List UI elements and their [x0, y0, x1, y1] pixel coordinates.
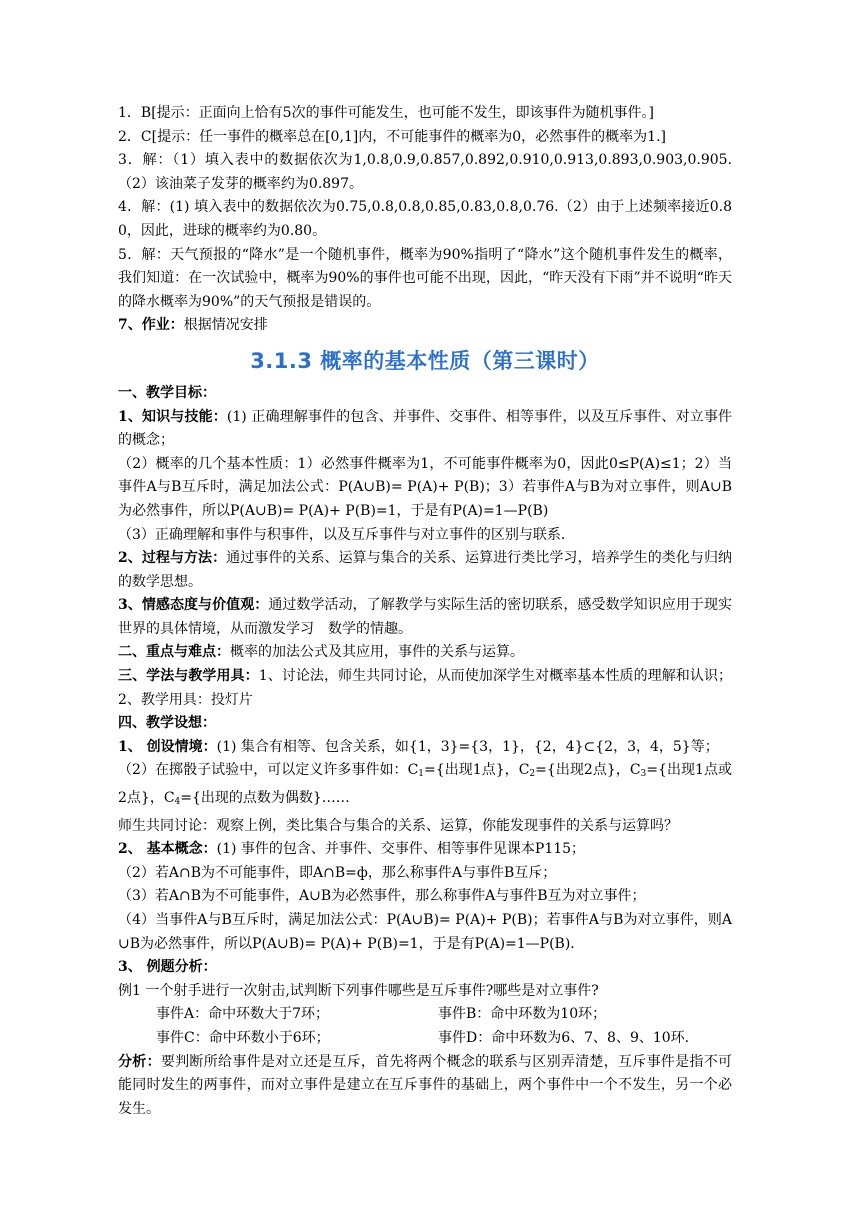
answer-1: 1．B[提示：正面向上恰有5次的事件可能发生，也可能不发生，即该事件为随机事件。] — [118, 105, 655, 121]
methods: 三、学法与教学用具：1、讨论法，师生共同讨论，从而使加深学生对概率基本性质的理解和认识；2、教学用具：投灯片 — [118, 668, 733, 708]
events-row-2 — [118, 1027, 732, 1051]
objective-emotion: 3、情感态度与价值观：通过数学活动，了解教学与实际生活的密切联系，感受数学知识应用于现实世界的具体情境，从而激发学习 数学的情趣。 — [118, 597, 733, 637]
design-concepts-3: （3）若A∩B为不可能事件，A∪B为必然事件，那么称事件A与事件B互为对立事件； — [118, 888, 646, 905]
objective-knowledge-3: （3）正确理解和事件与积事件，以及互斥事件与对立事件的区别与联系. — [118, 526, 566, 543]
key-points-label: 二、重点与难点： — [118, 644, 230, 661]
answer-3: 3．解：（1）填入表中的数据依次为1,0.8,0.9,0.857,0.892,0.910,0.913,0.893,0.903,0.905.（2）该油菜子发芽的概率约为0.897。 — [118, 152, 732, 192]
design-concepts-2: （2）若A∩B为不可能事件，即A∩B=ф，那么称事件A与事件B互斥； — [118, 864, 557, 881]
design-concepts: 2、 基本概念：(1) 事件的包含、并事件、交事件、相等事件见课本P115； — [118, 841, 586, 858]
homework-label: 7、作业： — [118, 317, 184, 334]
homework-text: 根据情况安排 — [183, 317, 268, 334]
answer-5: 5．解：天气预报的“降水”是一个随机事件，概率为90%指明了“降水”这个随机事件发生的概率，我们知道：在一次试验中，概率为90%的事件也可能不出现，因此，“昨天没有下雨”并不说明“昨天的降水概率为90%”的天气预报是错误的。 — [118, 246, 732, 310]
events-row-1 — [118, 1003, 732, 1027]
analysis-label: 分析： — [118, 1053, 161, 1070]
analysis: 分析：要判断所给事件是对立还是互斥，首先将两个概念的联系与区别弄清楚，互斥事件是指不可能同时发生的两事件，而对立事件是建立在互斥事件的基础上，两个事件中一个不发生，另一个必发生。 — [118, 1053, 732, 1117]
objectives-heading: 一、教学目标： — [118, 384, 216, 401]
methods-label: 三、学法与教学用具： — [118, 668, 259, 685]
design-situation-2: （2）在掷骰子试验中，可以定义许多事件如：$C_1=${出现1点}，$C_2=${出现2点}，$C_3=${出现1点或2点}，$C_4=${出现的点数为偶数}…… — [118, 762, 732, 808]
answer-4: 4．解：(1) 填入表中的数据依次为0.75,0.8,0.8,0.85,0.83,0.8,0.76.（2）由于上述频率接近0.80，因此，进球的概率约为0.80。 — [118, 199, 732, 239]
event-a: 事件A：命中环数大于7环； — [156, 1006, 330, 1023]
objective-process: 2、过程与方法：通过事件的关系、运算与集合的关系、运算进行类比学习，培养学生的类化与归纳的数学思想。 — [118, 550, 733, 590]
section-title: 3.1.3 概率的基本性质（第三课时） — [250, 348, 600, 373]
design-concepts-4: （4）当事件A与B互斥时，满足加法公式：P(A∪B)= P(A)+ P(B)；若事件A与B为对立事件，则A∪B为必然事件，所以P(A∪B)= P(A)+ P(B)=1，于是有P(A)=1—P(B)． — [118, 912, 732, 952]
design-heading: 四、教学设想： — [118, 715, 216, 732]
homework — [118, 314, 732, 338]
objective-knowledge-label: 1、知识与技能： — [118, 408, 227, 425]
answer-2: 2．C[提示：任一事件的概率总在[0,1]内，不可能事件的概率为0，必然事件的概率为1.] — [118, 128, 666, 145]
design-situation-label: 1、 创设情境： — [118, 738, 217, 755]
document-page — [118, 102, 732, 1121]
example-1: 例1 一个射手进行一次射击,试判断下列事件哪些是互斥事件?哪些是对立事件? — [118, 982, 599, 999]
event-c: 事件C：命中环数小于6环； — [156, 1029, 330, 1046]
key-points: 二、重点与难点：概率的加法公式及其应用，事件的关系与运算。 — [118, 644, 524, 661]
objective-knowledge: 1、知识与技能：(1) 正确理解事件的包含、并事件、交事件、相等事件，以及互斥事件、对立事件的概念； — [118, 408, 733, 449]
objective-knowledge-2: （2）概率的几个基本性质：1）必然事件概率为1，不可能事件概率为0，因此0≤P(A)≤1；2）当事件A与B互斥时，满足加法公式：P(A∪B)= P(A)+ P(B)；3）若事件A与B为对立事件，则A∪B为必然事件，所以P(A∪B)= P(A)+ P(B)=1，于是有P(A)=1—P(B) — [118, 455, 732, 519]
event-d: 事件D：命中环数为6、7、8、9、10环. — [438, 1029, 690, 1046]
objective-emotion-label: 3、情感态度与价值观： — [118, 597, 269, 614]
objective-process-label: 2、过程与方法： — [118, 550, 227, 567]
design-examples-heading: 3、 例题分析： — [118, 959, 217, 976]
design-concepts-label: 2、 基本概念： — [118, 841, 217, 858]
design-situation: 1、 创设情境：(1) 集合有相等、包含关系，如{1，3}={3，1}，{2，4}⊂{2，3，4，5}等； — [118, 738, 719, 755]
event-b: 事件B：命中环数为10环； — [438, 1006, 607, 1023]
design-discussion: 师生共同讨论：观察上例，类比集合与集合的关系、运算，你能发现事件的关系与运算吗？ — [118, 817, 678, 834]
